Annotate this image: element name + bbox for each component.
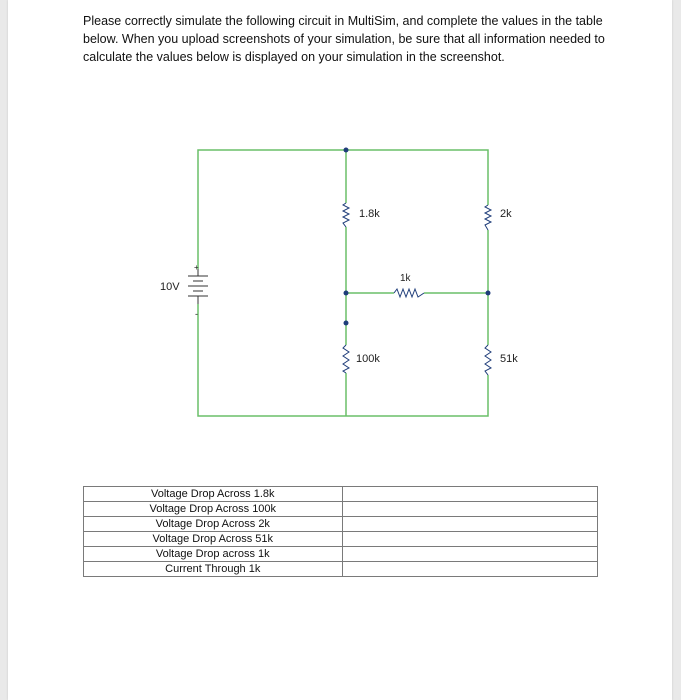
row-value-cell[interactable]: [342, 532, 597, 547]
results-table: [83, 486, 598, 577]
row-label: Voltage Drop Across 51k: [84, 532, 343, 547]
table-row: [84, 547, 598, 562]
battery-symbol: [188, 269, 208, 304]
row-label: Current Through 1k: [84, 562, 343, 577]
resistor-1-8k-label: 1.8k: [359, 208, 380, 220]
source-minus-sign: -: [195, 309, 198, 319]
row-label: Voltage Drop Across 2k: [84, 517, 343, 532]
row-label: Voltage Drop across 1k: [84, 547, 343, 562]
resistor-2k-label: 2k: [500, 208, 512, 220]
row-label: Voltage Drop Across 100k: [84, 502, 343, 517]
circuit-diagram: [8, 0, 672, 440]
table-row: [84, 517, 598, 532]
row-value-cell[interactable]: [342, 562, 597, 577]
junction-dot-top: [344, 148, 349, 153]
resistor-1-8k: [343, 203, 349, 227]
row-label: Voltage Drop Across 1.8k: [84, 487, 343, 502]
resistor-51k: [485, 345, 491, 375]
source-plus-sign: +: [194, 263, 199, 272]
wire-left-top: [198, 150, 488, 269]
resistor-1k-label: 1k: [400, 273, 411, 284]
junction-dot-mid-lower: [344, 321, 349, 326]
resistor-51k-label: 51k: [500, 353, 518, 365]
row-value-cell[interactable]: [342, 487, 597, 502]
wire-left-bottom: [198, 304, 488, 416]
resistor-1k: [394, 289, 424, 297]
row-value-cell[interactable]: [342, 547, 597, 562]
table-row: [84, 487, 598, 502]
junction-dot-mid-left: [344, 291, 349, 296]
resistor-100k: [343, 345, 349, 373]
table-row: [84, 562, 598, 577]
document-page: [8, 0, 672, 700]
table-row: [84, 532, 598, 547]
table-row: [84, 502, 598, 517]
resistor-2k: [485, 205, 491, 230]
row-value-cell[interactable]: [342, 502, 597, 517]
source-label: 10V: [160, 281, 180, 293]
junction-dot-mid-right: [486, 291, 491, 296]
instructions-text: Please correctly simulate the following circuit in MultiSim, and complete the values in the table below. When you upload screenshots of your simulation, be sure that all information needed to calculate the values below is displayed on your simulation in the screenshot.: [83, 14, 605, 64]
circuit-wires: [198, 150, 488, 416]
row-value-cell[interactable]: [342, 517, 597, 532]
resistor-100k-label: 100k: [356, 353, 380, 365]
